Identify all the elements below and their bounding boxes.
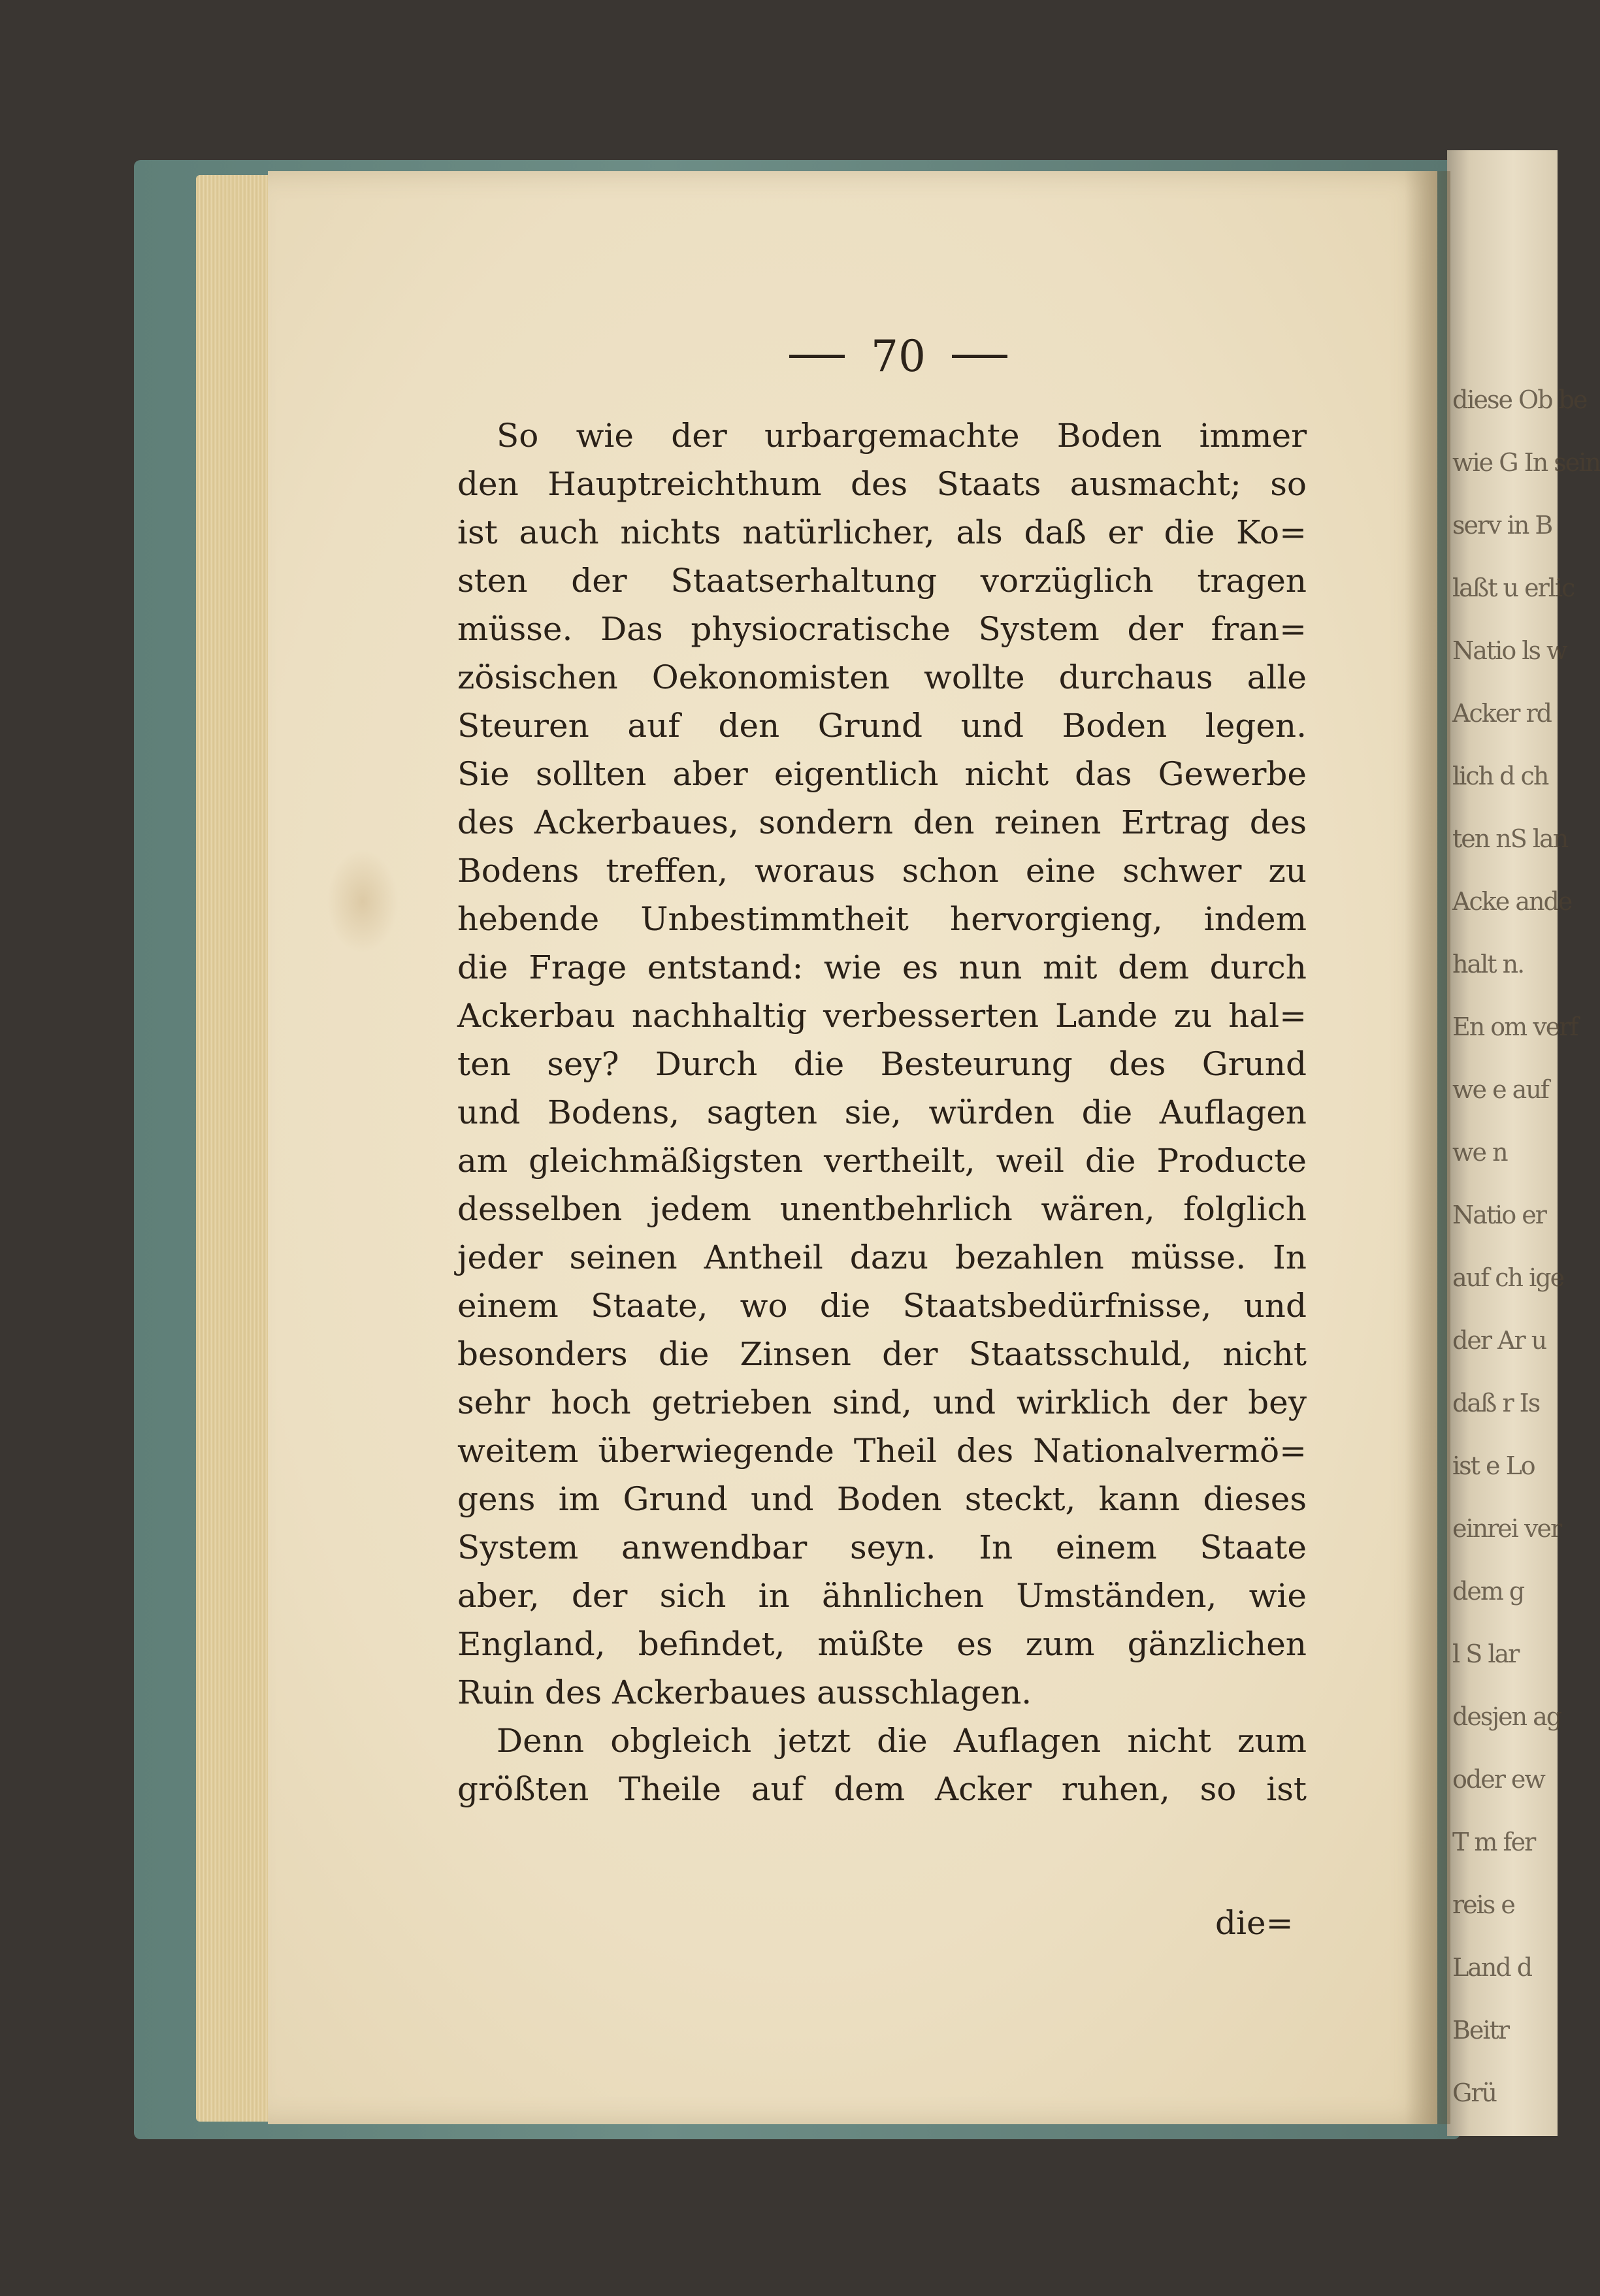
text-line: und Bodens, sagten sie, würden die Auflagen [457, 1093, 1307, 1131]
page-stain [327, 849, 399, 954]
text-line: müsse. Das physiocratische System der fran= [457, 610, 1307, 648]
text-line: sten der Staatserhaltung vorzüglich tragen [457, 562, 1307, 600]
text-line: aber, der sich in ähnlichen Umständen, wie [457, 1577, 1307, 1615]
text-line: Ruin des Ackerbaues ausschlagen. [457, 1673, 1032, 1711]
facing-text-line: lich d ch [1452, 762, 1548, 790]
facing-text-line: Grü [1452, 2078, 1496, 2107]
text-line: Denn obgleich jetzt die Auflagen nicht zum [497, 1722, 1307, 1760]
text-line: hebende Unbestimmtheit hervorgieng, indem [457, 900, 1307, 938]
text-line: besonders die Zinsen der Staatsschuld, nicht [457, 1335, 1307, 1373]
facing-text-line: Beitr [1452, 2016, 1509, 2045]
facing-text-line: oder ew [1452, 1765, 1544, 1794]
facing-text-line: serv in B [1452, 511, 1552, 540]
text-line: gens im Grund und Boden steckt, kann dieses [457, 1480, 1307, 1518]
facing-text-line: einrei ver [1452, 1514, 1561, 1543]
facing-text-line: dem g [1452, 1577, 1524, 1606]
text-line: die Frage entstand: wie es nun mit dem durch [457, 948, 1307, 986]
body-text [457, 412, 1307, 1813]
facing-text-line: we n [1452, 1138, 1507, 1167]
page-edges [196, 175, 274, 2122]
facing-text-line: auf ch ige [1452, 1263, 1564, 1292]
facing-text-line: Acker rd [1452, 699, 1551, 728]
text-line: jeder seinen Antheil dazu bezahlen müsse. In [457, 1238, 1307, 1276]
text-line: des Ackerbaues, sondern den reinen Ertrag des [457, 803, 1307, 841]
page-number: 70 [871, 331, 926, 381]
catchword: die= [1215, 1904, 1294, 1942]
facing-text-line: laßt u erlic [1452, 574, 1575, 602]
text-line: Sie sollten aber eigentlich nicht das Gewerbe [457, 755, 1307, 793]
text-line: sehr hoch getrieben sind, und wirklich der bey [457, 1383, 1307, 1421]
facing-text-line: desjen ag [1452, 1702, 1561, 1731]
text-line: zösischen Oekonomisten wollte durchaus alle [457, 658, 1307, 696]
text-line: den Hauptreichthum des Staats ausmacht; so [457, 465, 1307, 503]
gutter-shadow [1405, 171, 1450, 2124]
facing-text-line: En om verf [1452, 1012, 1578, 1041]
facing-text-line: T m fer [1452, 1828, 1535, 1856]
facing-page [1447, 150, 1600, 2136]
text-line: einem Staate, wo die Staatsbedürfnisse, und [457, 1287, 1307, 1325]
facing-text-line: l S lar [1452, 1640, 1519, 1668]
facing-text-line: Acke ande [1452, 887, 1572, 916]
text-line: desselben jedem unentbehrlich wären, folglich [457, 1190, 1307, 1228]
facing-text-line: der Ar u [1452, 1326, 1546, 1355]
facing-text-line: we e auf [1452, 1075, 1548, 1104]
text-line: Ackerbau nachhaltig verbesserten Lande zu hal= [457, 997, 1307, 1035]
text-line: System anwendbar seyn. In einem Staate [457, 1528, 1307, 1566]
facing-text-line: Natio ls w [1452, 636, 1567, 665]
facing-text-line: ist e Lo [1452, 1451, 1535, 1480]
text-line: ist auch nichts natürlicher, als daß er die Ko= [457, 513, 1307, 551]
facing-text-line: daß r Is [1452, 1389, 1540, 1417]
text-line: größten Theile auf dem Acker ruhen, so ist [457, 1770, 1307, 1808]
text-line: Bodens treffen, woraus schon eine schwer zu [457, 852, 1307, 890]
facing-text-line: Land d [1452, 1953, 1532, 1982]
facing-text-line: diese Ob be [1452, 385, 1587, 414]
facing-text-line: Natio er [1452, 1201, 1546, 1229]
text-line: England, befindet, müßte es zum gänzlichen [457, 1625, 1307, 1663]
facing-text-line: ten nS lan [1452, 824, 1568, 853]
header-dash-right [952, 355, 1007, 358]
facing-text-line: wie G In sein [1452, 448, 1600, 477]
header-dash-left [789, 355, 845, 358]
text-line: ten sey? Durch die Besteurung des Grund [457, 1045, 1307, 1083]
text-line: am gleichmäßigsten vertheilt, weil die Producte [457, 1142, 1307, 1180]
text-line: Steuren auf den Grund und Boden legen. [457, 707, 1307, 745]
text-line: So wie der urbargemachte Boden immer [497, 417, 1307, 455]
facing-text-line: reis e [1452, 1890, 1514, 1919]
page-header [751, 327, 1045, 385]
facing-text-line: halt n. [1452, 950, 1524, 978]
text-line: weitem überwiegende Theil des Nationalvermö= [457, 1432, 1307, 1470]
